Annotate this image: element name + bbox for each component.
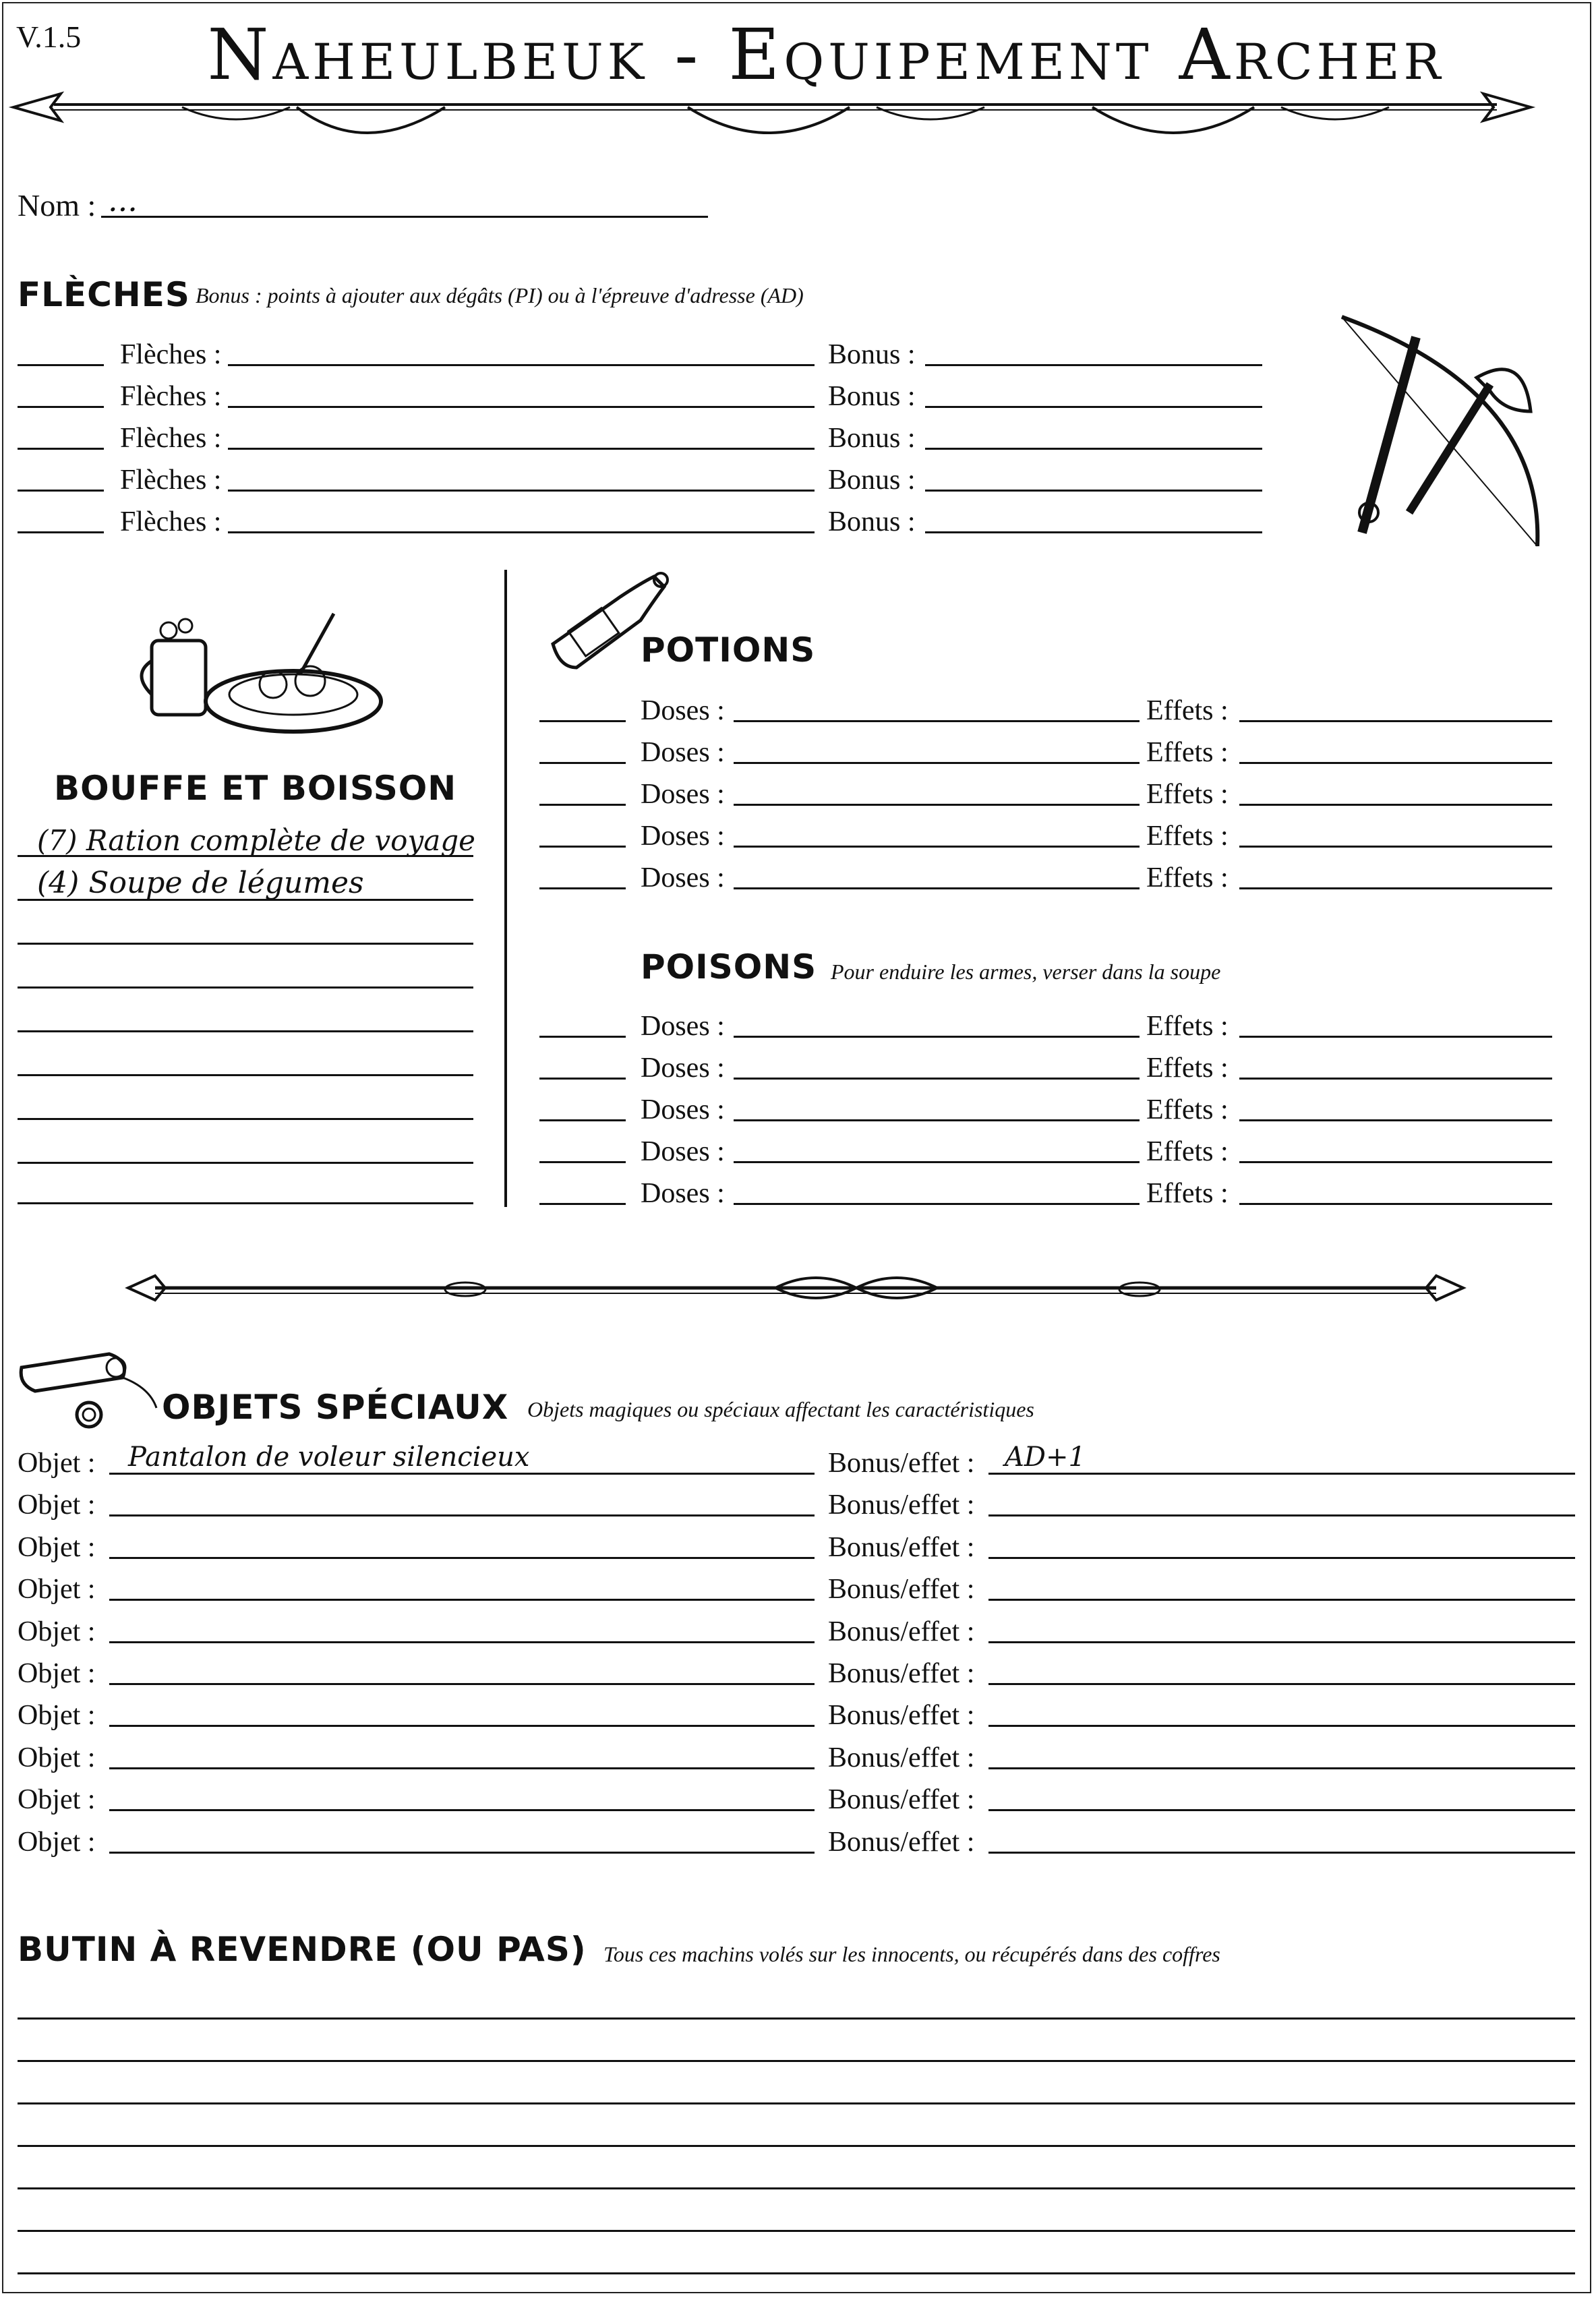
objet-field[interactable] xyxy=(109,1599,815,1601)
page-title: Naheulbeuk - Equipement Archer xyxy=(207,13,1445,96)
potion-effets-field[interactable] xyxy=(1239,804,1552,806)
poison-effets-field[interactable] xyxy=(1239,1036,1552,1038)
bouffe-line[interactable] xyxy=(18,943,473,945)
poison-effets-field[interactable] xyxy=(1239,1119,1552,1121)
objet-label: Objet : xyxy=(18,1448,96,1479)
objet-bonus-field[interactable] xyxy=(988,1767,1575,1769)
scroll-ring-icon xyxy=(15,1347,156,1435)
objet-field[interactable] xyxy=(109,1473,815,1475)
poison-doses-label: Doses : xyxy=(641,1011,725,1042)
fleches-bonus-field[interactable] xyxy=(925,490,1262,492)
objets-title: OBJETS SPÉCIAUX xyxy=(162,1388,509,1427)
objet-label: Objet : xyxy=(18,1658,96,1689)
fleches-name-field[interactable] xyxy=(228,490,815,492)
staff-divider-icon xyxy=(128,1261,1463,1315)
objet-field[interactable] xyxy=(109,1514,815,1516)
fleches-label: Flèches : xyxy=(120,465,222,496)
objet-label: Objet : xyxy=(18,1531,96,1563)
nom-field[interactable] xyxy=(101,216,708,218)
objet-bonus-label: Bonus/effet : xyxy=(828,1742,975,1773)
bouffe-line[interactable] xyxy=(18,1162,473,1164)
fleches-name-field[interactable] xyxy=(228,406,815,408)
poison-effets-field[interactable] xyxy=(1239,1161,1552,1163)
poison-effets-field[interactable] xyxy=(1239,1203,1552,1205)
butin-line[interactable] xyxy=(18,2272,1575,2274)
objet-field[interactable] xyxy=(109,1683,815,1685)
objet-bonus-field[interactable] xyxy=(988,1599,1575,1601)
fleches-name-field[interactable] xyxy=(228,448,815,450)
fleches-title: FLÈCHES xyxy=(18,275,190,314)
objet-field[interactable] xyxy=(109,1641,815,1643)
poison-count-field[interactable] xyxy=(539,1203,626,1205)
fleches-bonus-field[interactable] xyxy=(925,531,1262,533)
objet-bonus-label: Bonus/effet : xyxy=(828,1658,975,1689)
fleches-count-field[interactable] xyxy=(18,531,104,533)
potion-doses-label: Doses : xyxy=(641,737,725,768)
objet-bonus-field[interactable] xyxy=(988,1683,1575,1685)
poison-doses-field[interactable] xyxy=(734,1036,1140,1038)
fleches-count-field[interactable] xyxy=(18,490,104,492)
fleches-label: Flèches : xyxy=(120,423,222,454)
potion-count-field[interactable] xyxy=(539,762,626,764)
butin-line[interactable] xyxy=(18,2230,1575,2232)
poisons-subtitle: Pour enduire les armes, verser dans la soupe xyxy=(831,960,1221,984)
poison-count-field[interactable] xyxy=(539,1078,626,1080)
objet-bonus-label: Bonus/effet : xyxy=(828,1531,975,1563)
objet-label: Objet : xyxy=(18,1742,96,1773)
potion-doses-label: Doses : xyxy=(641,862,725,893)
poison-effets-field[interactable] xyxy=(1239,1078,1552,1080)
fleches-bonus-label: Bonus : xyxy=(828,506,916,537)
fleches-bonus-label: Bonus : xyxy=(828,381,916,412)
nom-value[interactable]: ... xyxy=(108,182,138,218)
objet-bonus-field[interactable] xyxy=(988,1557,1575,1559)
fleches-count-field[interactable] xyxy=(18,406,104,408)
potions-title: POTIONS xyxy=(641,630,816,670)
potion-effets-label: Effets : xyxy=(1146,737,1229,768)
poison-doses-field[interactable] xyxy=(734,1078,1140,1080)
bouffe-line[interactable] xyxy=(18,855,473,857)
fleches-label: Flèches : xyxy=(120,339,222,370)
potion-doses-field[interactable] xyxy=(734,804,1140,806)
fleches-bonus-field[interactable] xyxy=(925,448,1262,450)
potion-doses-field[interactable] xyxy=(734,846,1140,848)
objets-subtitle: Objets magiques ou spéciaux affectant les caractéristiques xyxy=(527,1397,1034,1421)
objet-bonus-label: Bonus/effet : xyxy=(828,1490,975,1521)
fleches-count-field[interactable] xyxy=(18,364,104,366)
objet-bonus-field[interactable] xyxy=(988,1725,1575,1727)
poison-count-field[interactable] xyxy=(539,1161,626,1163)
fleches-subtitle: Bonus : points à ajouter aux dégâts (PI) ou à l'épreuve d'adresse (AD) xyxy=(196,283,804,307)
objet-bonus-label: Bonus/effet : xyxy=(828,1826,975,1858)
potion-doses-label: Doses : xyxy=(641,779,725,810)
butin-line[interactable] xyxy=(18,2060,1575,2062)
fleches-bonus-field[interactable] xyxy=(925,364,1262,366)
objet-label: Objet : xyxy=(18,1574,96,1605)
butin-subtitle: Tous ces machins volés sur les innocents, ou récupérés dans des coffres xyxy=(603,1942,1220,1966)
bouffe-title: BOUFFE ET BOISSON xyxy=(54,769,457,808)
objet-field[interactable] xyxy=(109,1557,815,1559)
objet-field[interactable] xyxy=(109,1725,815,1727)
poison-effets-label: Effets : xyxy=(1146,1053,1229,1084)
objet-bonus-field[interactable] xyxy=(988,1514,1575,1516)
poison-count-field[interactable] xyxy=(539,1036,626,1038)
potion-count-field[interactable] xyxy=(539,804,626,806)
objet-field[interactable] xyxy=(109,1767,815,1769)
butin-line[interactable] xyxy=(18,2017,1575,2020)
poison-doses-field[interactable] xyxy=(734,1161,1140,1163)
potion-effets-field[interactable] xyxy=(1239,887,1552,889)
bouffe-entry-2[interactable]: (4) Soupe de légumes xyxy=(37,866,364,900)
bouffe-line[interactable] xyxy=(18,899,473,901)
potion-effets-label: Effets : xyxy=(1146,862,1229,893)
bouffe-line[interactable] xyxy=(18,1202,473,1204)
potion-count-field[interactable] xyxy=(539,887,626,889)
objet-bonus-field[interactable] xyxy=(988,1852,1575,1854)
fleches-bonus-label: Bonus : xyxy=(828,465,916,496)
potion-effets-label: Effets : xyxy=(1146,779,1229,810)
potion-effets-field[interactable] xyxy=(1239,846,1552,848)
objet-bonus-field[interactable] xyxy=(988,1473,1575,1475)
poison-doses-field[interactable] xyxy=(734,1203,1140,1205)
poison-doses-label: Doses : xyxy=(641,1094,725,1125)
crossed-weapons-icon xyxy=(1322,310,1564,553)
nom-label: Nom : xyxy=(18,188,96,223)
bonus-value-1[interactable]: AD+1 xyxy=(1005,1442,1086,1473)
poison-effets-label: Effets : xyxy=(1146,1094,1229,1125)
poison-doses-label: Doses : xyxy=(641,1178,725,1209)
fleches-bonus-label: Bonus : xyxy=(828,339,916,370)
poison-effets-label: Effets : xyxy=(1146,1136,1229,1167)
fleches-name-field[interactable] xyxy=(228,531,815,533)
bouffe-entry-1[interactable]: (7) Ration complète de voyage xyxy=(37,824,475,857)
arrow-divider-icon xyxy=(13,84,1531,152)
potion-doses-label: Doses : xyxy=(641,695,725,726)
objet-field[interactable] xyxy=(109,1809,815,1811)
objet-field[interactable] xyxy=(109,1852,815,1854)
potion-count-field[interactable] xyxy=(539,846,626,848)
poison-doses-label: Doses : xyxy=(641,1053,725,1084)
potion-effets-field[interactable] xyxy=(1239,720,1552,722)
butin-line[interactable] xyxy=(18,2102,1575,2104)
potion-doses-field[interactable] xyxy=(734,887,1140,889)
potion-effets-label: Effets : xyxy=(1146,821,1229,852)
bouffe-line[interactable] xyxy=(18,986,473,989)
objet-bonus-field[interactable] xyxy=(988,1641,1575,1643)
fleches-count-field[interactable] xyxy=(18,448,104,450)
food-tankard-icon xyxy=(138,600,381,735)
poisons-title: POISONS xyxy=(641,947,817,986)
butin-title: BUTIN À REVENDRE (OU PAS) xyxy=(18,1930,587,1969)
objet-label: Objet : xyxy=(18,1784,96,1816)
potion-doses-label: Doses : xyxy=(641,821,725,852)
objet-bonus-label: Bonus/effet : xyxy=(828,1784,975,1816)
objet-bonus-label: Bonus/effet : xyxy=(828,1448,975,1479)
objet-bonus-field[interactable] xyxy=(988,1809,1575,1811)
objet-label: Objet : xyxy=(18,1616,96,1647)
butin-line[interactable] xyxy=(18,2187,1575,2189)
fleches-bonus-label: Bonus : xyxy=(828,423,916,454)
version-label: V.1.5 xyxy=(16,20,82,54)
fleches-bonus-field[interactable] xyxy=(925,406,1262,408)
objet-bonus-label: Bonus/effet : xyxy=(828,1574,975,1605)
potion-effets-label: Effets : xyxy=(1146,695,1229,726)
potion-count-field[interactable] xyxy=(539,720,626,722)
objet-label: Objet : xyxy=(18,1700,96,1732)
poison-effets-label: Effets : xyxy=(1146,1011,1229,1042)
butin-line[interactable] xyxy=(18,2145,1575,2147)
potion-doses-field[interactable] xyxy=(734,762,1140,764)
bouffe-line[interactable] xyxy=(18,1074,473,1076)
poison-doses-label: Doses : xyxy=(641,1136,725,1167)
objet-bonus-label: Bonus/effet : xyxy=(828,1700,975,1732)
fleches-name-field[interactable] xyxy=(228,364,815,366)
potion-effets-field[interactable] xyxy=(1239,762,1552,764)
potion-doses-field[interactable] xyxy=(734,720,1140,722)
objet-bonus-label: Bonus/effet : xyxy=(828,1616,975,1647)
poison-doses-field[interactable] xyxy=(734,1119,1140,1121)
poison-effets-label: Effets : xyxy=(1146,1178,1229,1209)
objet-label: Objet : xyxy=(18,1490,96,1521)
column-divider xyxy=(504,570,507,1207)
objet-label: Objet : xyxy=(18,1826,96,1858)
objet-value-1[interactable]: Pantalon de voleur silencieux xyxy=(128,1442,530,1473)
bouffe-line[interactable] xyxy=(18,1030,473,1032)
fleches-label: Flèches : xyxy=(120,381,222,412)
fleches-label: Flèches : xyxy=(120,506,222,537)
poison-count-field[interactable] xyxy=(539,1119,626,1121)
bouffe-line[interactable] xyxy=(18,1118,473,1120)
